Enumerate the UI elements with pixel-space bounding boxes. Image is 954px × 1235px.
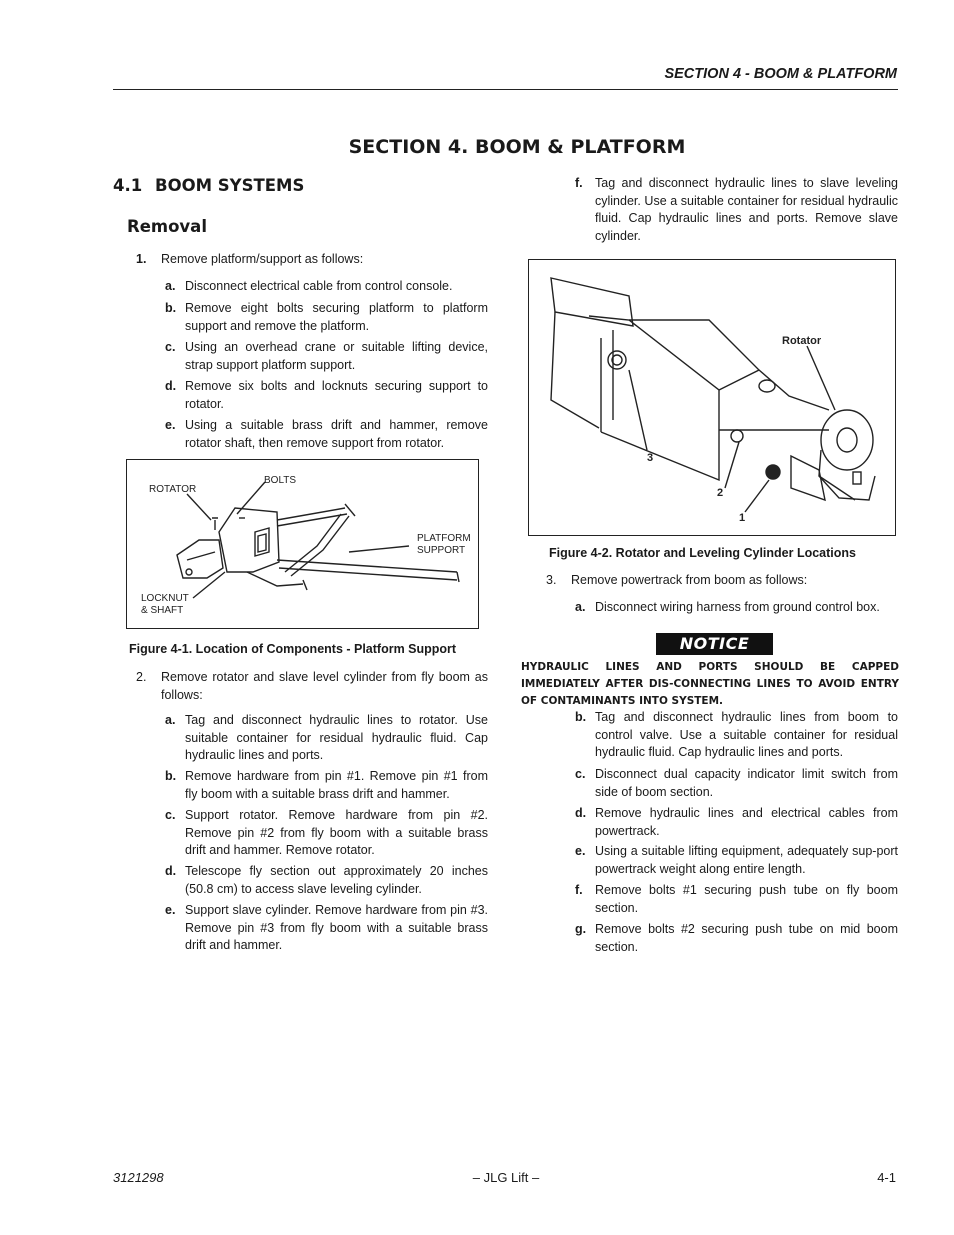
step-label: 2. xyxy=(136,670,147,684)
platform-support-illustration xyxy=(127,460,478,628)
step-label: d. xyxy=(575,806,587,820)
step-3c xyxy=(575,766,898,801)
step-3d xyxy=(575,805,898,840)
step-label: e. xyxy=(575,844,586,858)
step-label: a. xyxy=(165,279,176,293)
step-text: Tag and disconnect hydraulic lines from boom to control valve. Use a suitable container for residual hydraulic fluid. Cap hydraulic lines and ports. xyxy=(595,710,898,759)
label-rotator: Rotator xyxy=(782,335,822,347)
step-text: Telescope fly section out approximately 20 inches (50.8 cm) to access slave leveling cylinder. xyxy=(185,864,488,896)
step-2c xyxy=(165,807,488,860)
step-text: Disconnect wiring harness from ground control box. xyxy=(595,600,880,614)
step-text: Remove six bolts and locknuts securing support to rotator. xyxy=(185,379,488,411)
step-2 xyxy=(136,669,488,704)
step-text: Using a suitable brass drift and hammer, remove rotator shaft, then remove support from rotator. xyxy=(185,418,488,450)
step-text: Support slave cylinder. Remove hardware from pin #3. Remove pin #3 from fly boom with a suitable brass drift and hammer. xyxy=(185,903,488,952)
step-2e xyxy=(165,902,488,955)
section-heading xyxy=(113,176,304,195)
step-label: a. xyxy=(575,600,586,614)
label-pin-2: 2 xyxy=(717,487,724,499)
label-pin-1: 1 xyxy=(739,512,746,524)
step-text: Disconnect electrical cable from control console. xyxy=(185,279,453,293)
step-3a xyxy=(575,599,898,617)
step-text: Using a suitable lifting equipment, adequately sup-port powertrack weight along entire length. xyxy=(595,844,898,876)
step-label: e. xyxy=(165,418,176,432)
step-1a xyxy=(165,278,488,296)
subsection-heading: Removal xyxy=(127,217,207,236)
step-3g xyxy=(575,921,898,956)
footer-publisher: – JLG Lift – xyxy=(472,1170,540,1185)
step-label: 3. xyxy=(546,573,557,587)
step-text: Tag and disconnect hydraulic lines to rotator. Use suitable container for residual hydraulic fluid. Cap hydraulic lines and ports. xyxy=(185,713,488,762)
step-1c xyxy=(165,339,488,374)
label-rotator: ROTATOR xyxy=(149,484,197,495)
step-text: Remove eight bolts securing platform to platform support and remove the platform. xyxy=(185,301,488,333)
step-text: Remove hydraulic lines and electrical cables from powertrack. xyxy=(595,806,898,838)
step-label: b. xyxy=(165,301,177,315)
rotator-leveling-illustration xyxy=(529,260,895,535)
step-2d xyxy=(165,863,488,898)
step-text: Remove rotator and slave level cylinder from fly boom as follows: xyxy=(161,670,488,702)
page-title: SECTION 4. BOOM & PLATFORM xyxy=(348,136,686,158)
step-label: e. xyxy=(165,903,176,917)
step-1d xyxy=(165,378,488,413)
step-label: c. xyxy=(165,340,176,354)
notice-badge: NOTICE xyxy=(656,633,773,655)
step-label: a. xyxy=(165,713,176,727)
step-3f xyxy=(575,882,898,917)
label-shaft: & SHAFT xyxy=(141,605,184,616)
step-text: Using an overhead crane or suitable lifting device, strap support platform support. xyxy=(185,340,488,372)
step-label: f. xyxy=(575,176,583,190)
step-label: d. xyxy=(165,864,177,878)
footer-doc-number: 3121298 xyxy=(113,1170,164,1185)
step-2f xyxy=(575,175,898,245)
step-label: b. xyxy=(165,769,177,783)
step-text: Remove bolts #1 securing push tube on fly boom section. xyxy=(595,883,898,915)
step-label: c. xyxy=(575,767,586,781)
step-text: Remove hardware from pin #1. Remove pin #1 from fly boom with a suitable brass drift and hammer. xyxy=(185,769,488,801)
step-text: Tag and disconnect hydraulic lines to slave leveling cylinder. Use a suitable container for residual hydraulic fluid. Cap hydraulic lines and ports. Remove slave cylinder. xyxy=(595,176,898,243)
step-text: Support rotator. Remove hardware from pin #2. Remove pin #2 from fly boom with a suitable brass drift and hammer. Remove rotator. xyxy=(185,808,488,857)
label-support: SUPPORT xyxy=(417,545,466,556)
label-pin-3: 3 xyxy=(647,452,654,464)
step-label: f. xyxy=(575,883,583,897)
step-1e xyxy=(165,417,488,452)
step-text: Remove powertrack from boom as follows: xyxy=(571,573,808,587)
step-2b xyxy=(165,768,488,803)
step-label: 1. xyxy=(136,252,147,266)
label-platform: PLATFORM xyxy=(417,533,471,544)
step-1 xyxy=(136,251,488,269)
figure-rotator-leveling xyxy=(528,259,896,536)
step-label: c. xyxy=(165,808,176,822)
step-text: Disconnect dual capacity indicator limit switch from side of boom section. xyxy=(595,767,898,799)
figure-4-2-caption: Figure 4-2. Rotator and Leveling Cylinder Locations xyxy=(549,546,856,560)
step-3 xyxy=(546,572,898,590)
step-3e xyxy=(575,843,898,878)
step-2a xyxy=(165,712,488,765)
section-number: 4.1 xyxy=(113,176,143,195)
footer-page-number: 4-1 xyxy=(877,1170,896,1185)
header-rule xyxy=(113,89,898,90)
notice-text: HYDRAULIC LINES AND PORTS SHOULD BE CAPPED IMMEDIATELY AFTER DIS-CONNECTING LINES TO AVOID ENTRY OF CONTAMINANTS INTO SYSTEM. xyxy=(521,661,899,707)
figure-4-1-caption: Figure 4-1. Location of Components - Platform Support xyxy=(129,642,457,656)
label-locknut: LOCKNUT xyxy=(141,593,189,604)
step-3b xyxy=(575,709,898,762)
step-text: Remove platform/support as follows: xyxy=(161,252,364,266)
section-title: BOOM SYSTEMS xyxy=(155,176,305,195)
figure-platform-support xyxy=(126,459,479,629)
step-text: Remove bolts #2 securing push tube on mid boom section. xyxy=(595,922,898,954)
step-1b xyxy=(165,300,488,335)
label-bolts: BOLTS xyxy=(264,475,297,486)
running-header: SECTION 4 - BOOM & PLATFORM xyxy=(664,66,897,82)
step-label: g. xyxy=(575,922,587,936)
step-label: b. xyxy=(575,710,587,724)
step-label: d. xyxy=(165,379,177,393)
